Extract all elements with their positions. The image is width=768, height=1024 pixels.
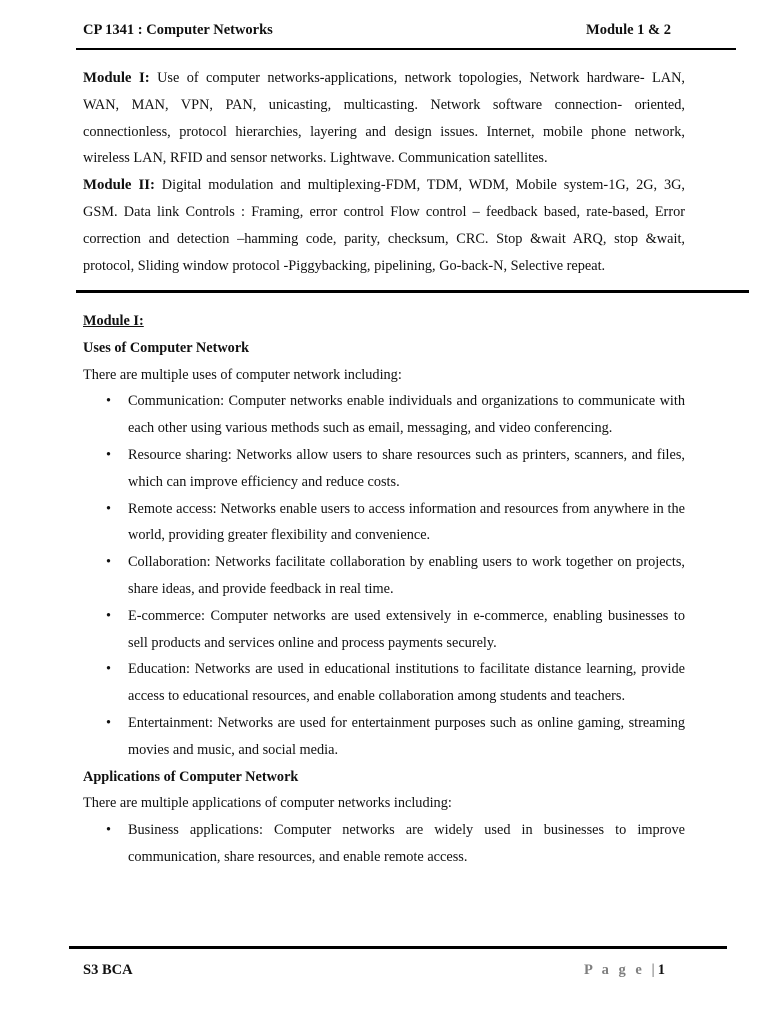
list-item-text: Collaboration: Networks facilitate collaboration by enabling users to work together on projects, share ideas, and provide feedback in real time.: [128, 554, 685, 597]
list-item: [106, 388, 685, 442]
list-item-text: Communication: Computer networks enable individuals and organizations to communicate with each other using various methods such as email, messaging, and video conferencing.: [128, 393, 685, 437]
list-item: [106, 656, 685, 710]
applications-intro: There are multiple applications of computer networks including:: [83, 795, 452, 812]
applications-list: [83, 817, 685, 871]
bullet-icon: •: [106, 714, 112, 731]
syllabus-module-2-text: Digital modulation and multiplexing-FDM, TDM, WDM, Mobile system-1G, 2G, 3G, GSM. Data link Controls : Framing, error control Flow control – feedback based, rate-based, Error correction and detection –hamming code, parity, checksum, CRC. Stop &wait ARQ, stop &wait, protocol, Sliding window protocol -Piggybacking, pipelining, Go-back-N, Selective repeat.: [83, 177, 686, 274]
list-item: [106, 549, 685, 603]
bullet-icon: •: [106, 500, 112, 517]
page-label: P a g e |: [584, 962, 658, 978]
syllabus-module-1-label: Module I:: [83, 70, 150, 86]
list-item: [106, 817, 685, 871]
list-item-text: Entertainment: Networks are used for entertainment purposes such as online gaming, streaming movies and music, and social media.: [128, 714, 685, 758]
syllabus-module-1: [83, 65, 685, 172]
module-range: Module 1 & 2: [586, 22, 671, 38]
footer-class: S3 BCA: [83, 962, 133, 978]
bullet-icon: •: [106, 393, 112, 410]
syllabus-module-2: [83, 172, 685, 279]
list-item-text: Education: Networks are used in educational institutions to facilitate distance learning, provide access to educational resources, and enable collaboration among students and teachers.: [128, 661, 685, 705]
list-item: [106, 710, 685, 764]
syllabus-module-2-label: Module II:: [83, 177, 155, 194]
list-item-text: Resource sharing: Networks allow users to share resources such as printers, scanners, and files, which can improve efficiency and reduce costs.: [128, 446, 685, 490]
uses-intro: There are multiple uses of computer network including:: [83, 366, 402, 383]
bullet-icon: •: [106, 554, 112, 571]
list-item: [106, 496, 685, 550]
page-header: [83, 22, 671, 39]
content-body: [83, 308, 685, 871]
list-item: [106, 442, 685, 496]
footer-rule: [69, 946, 727, 949]
bullet-icon: •: [106, 661, 112, 678]
applications-heading: Applications of Computer Network: [83, 768, 299, 785]
syllabus-module-1-text: Use of computer networks-applications, network topologies, Network hardware- LAN, WAN, MAN, VPN, PAN, unicasting, multicasting. Network software connection- oriented, connectionless, protocol hierarchies, layering and design issues. Internet, mobile phone network, wireless LAN, RFID and sensor networks. Lightwave. Communication satellites.: [83, 70, 686, 167]
syllabus-block: [83, 65, 685, 279]
bullet-icon: •: [106, 446, 112, 463]
uses-heading: Uses of Computer Network: [83, 339, 250, 356]
page-number-value: 1: [657, 962, 665, 978]
list-item: [106, 603, 685, 657]
page-number: [584, 962, 665, 979]
list-item-text: Remote access: Networks enable users to access information and resources from anywhere in the world, providing greater flexibility and convenience.: [128, 500, 685, 544]
header-rule: [76, 48, 736, 50]
list-item-text: E-commerce: Computer networks are used extensively in e-commerce, enabling businesses to sell products and services online and process payments securely.: [128, 607, 685, 651]
uses-list: [83, 388, 685, 763]
list-item-text: Business applications: Computer networks are widely used in businesses to improve communication, share resources, and enable remote access.: [128, 822, 685, 865]
module-heading: Module I:: [83, 313, 144, 329]
syllabus-rule: [76, 290, 749, 293]
bullet-icon: •: [106, 822, 112, 839]
course-title: CP 1341 : Computer Networks: [83, 22, 273, 38]
bullet-icon: •: [106, 607, 112, 624]
